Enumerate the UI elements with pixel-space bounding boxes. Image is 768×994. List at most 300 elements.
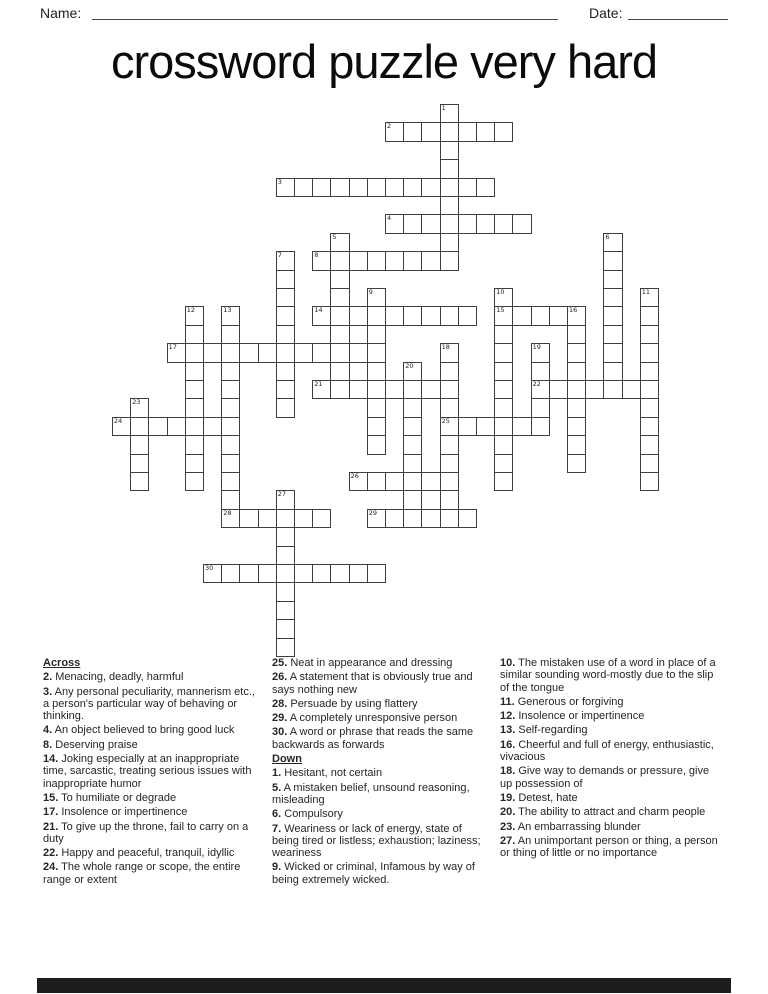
grid-cell[interactable] [367, 362, 386, 381]
grid-cell[interactable] [203, 343, 222, 362]
grid-cell[interactable] [130, 417, 149, 436]
grid-cell[interactable] [494, 325, 513, 344]
grid-cell[interactable] [567, 362, 586, 381]
grid-cell[interactable] [276, 343, 295, 362]
grid-cell[interactable] [403, 214, 422, 233]
grid-cell[interactable] [385, 214, 404, 233]
grid-cell[interactable] [221, 509, 240, 528]
grid-cell[interactable] [185, 454, 204, 473]
grid-cell[interactable] [640, 435, 659, 454]
grid-cell[interactable] [276, 490, 295, 509]
grid-cell[interactable] [367, 435, 386, 454]
grid-cell[interactable] [567, 380, 586, 399]
grid-cell[interactable] [239, 343, 258, 362]
grid-cell[interactable] [221, 343, 240, 362]
cell-number: 19 [532, 343, 541, 352]
grid-cell[interactable] [640, 398, 659, 417]
grid-cell[interactable] [276, 638, 295, 657]
grid-cell[interactable] [403, 490, 422, 509]
clue-across-29: 29. A completely unresponsive person [272, 712, 458, 725]
grid-cell[interactable] [603, 325, 622, 344]
clue-across-22: 22. Happy and peaceful, tranquil, idyllic [43, 847, 235, 860]
clue-across-28: 28. Persuade by using flattery [272, 697, 418, 710]
grid-cell[interactable] [130, 454, 149, 473]
grid-cell[interactable] [349, 380, 368, 399]
grid-cell[interactable] [185, 325, 204, 344]
cell-number: 26 [350, 472, 359, 480]
grid-cell[interactable] [440, 251, 459, 270]
grid-cell[interactable] [440, 141, 459, 160]
grid-cell[interactable] [421, 214, 440, 233]
grid-cell[interactable] [440, 417, 459, 436]
grid-cell[interactable] [276, 601, 295, 620]
grid-cell[interactable] [567, 398, 586, 417]
grid-cell[interactable] [512, 417, 531, 436]
clue-across-25: 25. Neat in appearance and dressing [272, 657, 453, 669]
grid-cell[interactable] [367, 288, 386, 307]
grid-cell[interactable] [330, 343, 349, 362]
grid-cell[interactable] [367, 398, 386, 417]
grid-cell[interactable] [258, 509, 277, 528]
clue-number: 27. [500, 834, 516, 847]
grid-cell[interactable] [494, 306, 513, 325]
grid-cell[interactable] [367, 564, 386, 583]
clue-number: 1. [272, 767, 282, 780]
grid-cell[interactable] [494, 288, 513, 307]
cell-number: 22 [532, 380, 541, 388]
clue-across-17: 17. Insolence or impertinence [43, 806, 188, 819]
cell-number: 16 [569, 306, 578, 315]
grid-cell[interactable] [603, 380, 622, 399]
clue-across-2: 2. Menacing, deadly, harmful [43, 671, 184, 684]
grid-cell[interactable] [276, 306, 295, 325]
grid-cell[interactable] [640, 306, 659, 325]
grid-cell[interactable] [385, 472, 404, 491]
grid-cell[interactable] [294, 509, 313, 528]
grid-cell[interactable] [330, 288, 349, 307]
grid-cell[interactable] [403, 178, 422, 197]
grid-cell[interactable] [440, 178, 459, 197]
grid-cell[interactable] [330, 306, 349, 325]
grid-cell[interactable] [440, 362, 459, 381]
grid-cell[interactable] [440, 159, 459, 178]
clue-number: 30. [272, 726, 288, 739]
clue-across-3: 3. Any personal peculiarity, mannerism etc., a person's particular way of behaving or thinking. [43, 685, 255, 723]
grid-cell[interactable] [567, 306, 586, 325]
clue-across-4: 4. An object believed to bring good luck [43, 724, 235, 737]
down-header: Down [272, 753, 302, 766]
grid-cell[interactable] [294, 564, 313, 583]
grid-cell[interactable] [276, 380, 295, 399]
grid-cell[interactable] [258, 343, 277, 362]
clue-column-3 [500, 657, 721, 861]
grid-cell[interactable] [385, 380, 404, 399]
cell-number: 23 [132, 398, 141, 407]
grid-cell[interactable] [603, 306, 622, 325]
clue-across-30: 30. A word or phrase that reads the same backwards as forwards [272, 726, 474, 751]
cell-number: 18 [441, 343, 450, 352]
grid-cell[interactable] [130, 435, 149, 454]
grid-cell[interactable] [440, 454, 459, 473]
grid-cell[interactable] [440, 306, 459, 325]
grid-cell[interactable] [458, 214, 477, 233]
grid-cell[interactable] [494, 398, 513, 417]
clue-number: 22. [43, 847, 59, 860]
grid-cell[interactable] [458, 306, 477, 325]
grid-cell[interactable] [221, 362, 240, 381]
grid-cell[interactable] [440, 509, 459, 528]
cell-number: 30 [205, 564, 214, 572]
grid-cell[interactable] [440, 104, 459, 123]
clue-across-14: 14. Joking especially at an inappropriate time, sarcastic, treating serious issues with inappropriate humor [43, 753, 252, 790]
clue-down-5: 5. A mistaken belief, unsound reasoning, misleading [272, 781, 470, 806]
clue-across-21: 21. To give up the throne, fail to carry on a duty [43, 820, 249, 845]
clue-across-24: 24. The whole range or scope, the entire range or extent [43, 861, 241, 886]
grid-cell[interactable] [476, 178, 495, 197]
grid-cell[interactable] [476, 214, 495, 233]
grid-cell[interactable] [640, 325, 659, 344]
grid-cell[interactable] [494, 214, 513, 233]
grid-cell[interactable] [531, 343, 550, 362]
clue-down-6: 6. Compulsory [272, 808, 343, 821]
grid-cell[interactable] [458, 509, 477, 528]
grid-cell[interactable] [185, 417, 204, 436]
grid-cell[interactable] [276, 362, 295, 381]
grid-cell[interactable] [403, 251, 422, 270]
cell-number: 13 [223, 306, 232, 315]
grid-cell[interactable] [640, 454, 659, 473]
grid-cell[interactable] [640, 417, 659, 436]
grid-cell[interactable] [567, 417, 586, 436]
grid-cell[interactable] [567, 325, 586, 344]
grid-cell[interactable] [403, 380, 422, 399]
grid-cell[interactable] [330, 233, 349, 252]
cell-number: 15 [496, 306, 505, 315]
cell-number: 14 [314, 306, 323, 315]
clue-down-19: 19. Detest, hate [500, 791, 578, 804]
grid-cell[interactable] [167, 343, 186, 362]
grid-cell[interactable] [640, 472, 659, 491]
clue-column-2 [272, 657, 483, 888]
grid-cell[interactable] [403, 472, 422, 491]
cell-number: 20 [405, 361, 414, 370]
grid-cell[interactable] [494, 454, 513, 473]
footer-bar [37, 978, 731, 993]
grid-cell[interactable] [603, 251, 622, 270]
grid-cell[interactable] [276, 288, 295, 307]
grid-cell[interactable] [440, 380, 459, 399]
grid-cell[interactable] [276, 270, 295, 289]
grid-cell[interactable] [385, 122, 404, 141]
grid-cell[interactable] [349, 178, 368, 197]
clue-down-1: 1. Hesitant, not certain [272, 767, 383, 780]
grid-cell[interactable] [403, 435, 422, 454]
cell-number: 5 [332, 232, 337, 241]
grid-cell[interactable] [276, 178, 295, 197]
grid-cell[interactable] [622, 380, 641, 399]
grid-cell[interactable] [185, 472, 204, 491]
grid-cell[interactable] [349, 251, 368, 270]
grid-cell[interactable] [330, 564, 349, 583]
grid-cell[interactable] [458, 417, 477, 436]
grid-cell[interactable] [403, 122, 422, 141]
grid-cell[interactable] [276, 398, 295, 417]
grid-cell[interactable] [130, 398, 149, 417]
clue-number: 28. [272, 697, 288, 710]
grid-cell[interactable] [185, 380, 204, 399]
grid-cell[interactable] [367, 306, 386, 325]
grid-cell[interactable] [330, 251, 349, 270]
cell-number: 27 [277, 490, 287, 499]
grid-cell[interactable] [330, 270, 349, 289]
grid-cell[interactable] [476, 417, 495, 436]
cell-number: 7 [277, 251, 282, 260]
grid-cell[interactable] [203, 564, 222, 583]
clue-number: 20. [500, 806, 516, 819]
grid-cell[interactable] [203, 417, 222, 436]
grid-cell[interactable] [239, 509, 258, 528]
grid-cell[interactable] [349, 564, 368, 583]
grid-cell[interactable] [494, 435, 513, 454]
grid-cell[interactable] [458, 178, 477, 197]
grid-cell[interactable] [148, 417, 167, 436]
grid-cell[interactable] [494, 380, 513, 399]
clue-number: 19. [500, 791, 516, 804]
grid-cell[interactable] [367, 325, 386, 344]
grid-cell[interactable] [130, 472, 149, 491]
grid-cell[interactable] [312, 509, 331, 528]
clue-number: 10. [500, 657, 516, 669]
grid-cell[interactable] [330, 362, 349, 381]
grid-cell[interactable] [603, 233, 622, 252]
cell-number: 1 [441, 104, 446, 112]
grid-cell[interactable] [221, 398, 240, 417]
grid-cell[interactable] [403, 454, 422, 473]
grid-cell[interactable] [221, 435, 240, 454]
grid-cell[interactable] [640, 362, 659, 381]
grid-cell[interactable] [640, 288, 659, 307]
grid-cell[interactable] [239, 564, 258, 583]
cell-number: 3 [277, 177, 282, 186]
clue-number: 29. [272, 712, 288, 725]
grid-cell[interactable] [512, 306, 531, 325]
clue-down-12: 12. Insolence or impertinence [500, 710, 645, 723]
cell-number: 25 [441, 416, 450, 425]
grid-cell[interactable] [403, 398, 422, 417]
grid-cell[interactable] [385, 251, 404, 270]
grid-cell[interactable] [258, 564, 277, 583]
grid-cell[interactable] [221, 564, 240, 583]
clue-across-15: 15. To humiliate or degrade [43, 791, 177, 804]
grid-cell[interactable] [494, 417, 513, 436]
cell-number: 24 [114, 416, 123, 425]
clue-down-16: 16. Cheerful and full of energy, enthusiastic, vivacious [500, 738, 714, 764]
grid-cell[interactable] [531, 417, 550, 436]
date-label: Date: [589, 5, 623, 21]
clue-number: 11. [500, 695, 515, 708]
grid-cell[interactable] [167, 417, 186, 436]
grid-cell[interactable] [421, 251, 440, 270]
grid-cell[interactable] [585, 380, 604, 399]
grid-cell[interactable] [440, 122, 459, 141]
grid-cell[interactable] [185, 362, 204, 381]
clue-down-11: 11. Generous or forgiving [500, 695, 624, 708]
clue-number: 21. [43, 820, 59, 833]
grid-cell[interactable] [567, 343, 586, 362]
grid-cell[interactable] [221, 325, 240, 344]
grid-cell[interactable] [330, 178, 349, 197]
grid-cell[interactable] [440, 343, 459, 362]
clue-number: 9. [272, 861, 282, 874]
grid-cell[interactable] [367, 343, 386, 362]
grid-cell[interactable] [294, 343, 313, 362]
grid-cell[interactable] [421, 122, 440, 141]
grid-cell[interactable] [440, 233, 459, 252]
grid-cell[interactable] [221, 454, 240, 473]
grid-cell[interactable] [531, 380, 550, 399]
grid-cell[interactable] [549, 306, 568, 325]
grid-cell[interactable] [440, 398, 459, 417]
grid-cell[interactable] [312, 343, 331, 362]
grid-cell[interactable] [403, 509, 422, 528]
grid-cell[interactable] [312, 380, 331, 399]
grid-cell[interactable] [494, 472, 513, 491]
grid-cell[interactable] [330, 325, 349, 344]
grid-cell[interactable] [367, 509, 386, 528]
grid-cell[interactable] [603, 288, 622, 307]
grid-cell[interactable] [640, 380, 659, 399]
grid-cell[interactable] [403, 362, 422, 381]
grid-cell[interactable] [312, 564, 331, 583]
grid-cell[interactable] [294, 178, 313, 197]
grid-cell[interactable] [367, 251, 386, 270]
grid-cell[interactable] [367, 417, 386, 436]
grid-cell[interactable] [276, 325, 295, 344]
cell-number: 2 [387, 122, 392, 131]
grid-cell[interactable] [440, 196, 459, 215]
clue-number: 24. [43, 861, 59, 874]
clue-down-18: 18. Give way to demands or pressure, give up possession of [500, 765, 710, 790]
grid-cell[interactable] [276, 509, 295, 528]
grid-cell[interactable] [421, 509, 440, 528]
cell-number: 8 [314, 251, 319, 260]
clue-number: 12. [500, 710, 516, 723]
grid-cell[interactable] [549, 380, 568, 399]
grid-cell[interactable] [403, 417, 422, 436]
clue-down-23: 23. An embarrassing blunder [500, 820, 641, 833]
clue-number: 3. [43, 685, 53, 698]
grid-cell[interactable] [385, 178, 404, 197]
grid-cell[interactable] [276, 251, 295, 270]
grid-cell[interactable] [494, 362, 513, 381]
clue-down-13: 13. Self-regarding [500, 724, 588, 737]
grid-cell[interactable] [330, 380, 349, 399]
clue-number: 17. [43, 806, 59, 819]
grid-cell[interactable] [221, 472, 240, 491]
grid-cell[interactable] [603, 362, 622, 381]
grid-cell[interactable] [403, 306, 422, 325]
cell-number: 17 [168, 343, 177, 352]
grid-cell[interactable] [276, 564, 295, 583]
grid-cell[interactable] [276, 527, 295, 546]
grid-cell[interactable] [276, 546, 295, 565]
grid-cell[interactable] [567, 454, 586, 473]
grid-cell[interactable] [312, 178, 331, 197]
grid-cell[interactable] [440, 472, 459, 491]
grid-cell[interactable] [221, 380, 240, 399]
grid-cell[interactable] [312, 251, 331, 270]
grid-cell[interactable] [385, 509, 404, 528]
grid-cell[interactable] [421, 306, 440, 325]
clue-number: 13. [500, 724, 516, 737]
grid-cell[interactable] [603, 343, 622, 362]
grid-cell[interactable] [367, 472, 386, 491]
grid-cell[interactable] [221, 417, 240, 436]
grid-cell[interactable] [440, 490, 459, 509]
cell-number: 10 [496, 288, 505, 296]
clue-number: 26. [272, 671, 288, 684]
clue-number: 18. [500, 765, 516, 778]
grid-cell[interactable] [221, 490, 240, 509]
clue-number: 4. [43, 724, 53, 737]
cell-number: 11 [641, 288, 651, 296]
clue-across-8: 8. Deserving praise [43, 738, 138, 751]
grid-cell[interactable] [185, 343, 204, 362]
grid-cell[interactable] [421, 380, 440, 399]
grid-cell[interactable] [185, 306, 204, 325]
grid-cell[interactable] [531, 306, 550, 325]
grid-cell[interactable] [421, 178, 440, 197]
grid-cell[interactable] [221, 306, 240, 325]
across-header: Across [43, 657, 81, 669]
grid-cell[interactable] [349, 343, 368, 362]
grid-cell[interactable] [421, 472, 440, 491]
cell-number: 4 [387, 214, 392, 223]
grid-cell[interactable] [440, 214, 459, 233]
grid-cell[interactable] [567, 435, 586, 454]
grid-cell[interactable] [458, 122, 477, 141]
grid-cell[interactable] [531, 362, 550, 381]
grid-cell[interactable] [440, 435, 459, 454]
grid-cell[interactable] [494, 343, 513, 362]
grid-cell[interactable] [476, 122, 495, 141]
page-title: crossword puzzle very hard [110, 35, 658, 88]
clue-number: 7. [272, 822, 282, 835]
grid-cell[interactable] [385, 306, 404, 325]
grid-cell[interactable] [640, 343, 659, 362]
grid-cell[interactable] [185, 398, 204, 417]
grid-cell[interactable] [367, 178, 386, 197]
grid-cell[interactable] [367, 380, 386, 399]
grid-cell[interactable] [112, 417, 131, 436]
clue-number: 8. [43, 738, 53, 751]
grid-cell[interactable] [276, 582, 295, 601]
grid-cell[interactable] [494, 122, 513, 141]
clue-column-1 [43, 657, 257, 888]
grid-cell[interactable] [349, 472, 368, 491]
grid-cell[interactable] [185, 435, 204, 454]
grid-cell[interactable] [276, 619, 295, 638]
grid-cell[interactable] [312, 306, 331, 325]
grid-cell[interactable] [349, 306, 368, 325]
grid-cell[interactable] [531, 398, 550, 417]
clue-number: 5. [272, 781, 282, 794]
cell-number: 9 [368, 288, 373, 296]
grid-cell[interactable] [512, 214, 531, 233]
grid-cell[interactable] [603, 270, 622, 289]
clue-number: 16. [500, 738, 516, 751]
cell-number: 21 [314, 380, 323, 388]
